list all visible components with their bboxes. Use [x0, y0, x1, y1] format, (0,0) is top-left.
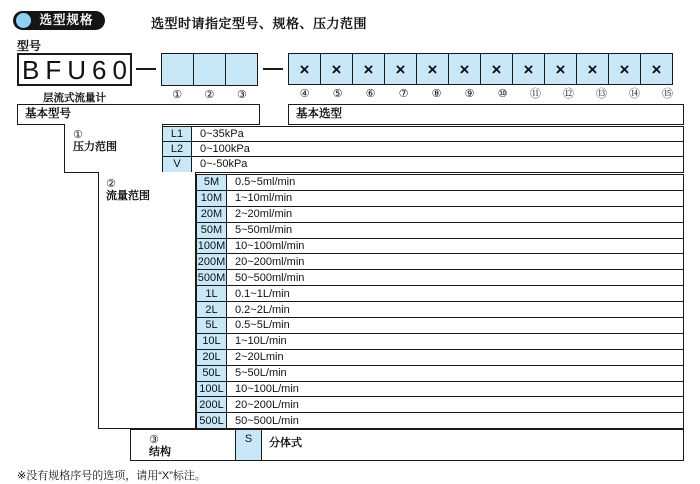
- option-row: [196, 396, 684, 413]
- circled-number-mark: ⑫: [563, 87, 574, 100]
- option-desc-cell: 20~200L/min: [226, 396, 684, 413]
- option-desc-cell: 0~-50kPa: [191, 156, 684, 172]
- option-code-cell: 50L: [196, 365, 227, 382]
- option-desc-cell: 2~20Lmin: [226, 349, 684, 366]
- option-code-box: [480, 53, 513, 85]
- option-desc-cell: 50~500ml/min: [226, 269, 684, 286]
- option-row: [162, 126, 684, 142]
- option-code-cell: 1L: [196, 285, 227, 302]
- option-row: [196, 333, 684, 350]
- option-row: [196, 253, 684, 270]
- option-code-box: [512, 53, 545, 85]
- option-code-cell: V: [162, 156, 192, 172]
- option-code-boxes: [288, 53, 684, 85]
- circled-number-mark: ⑭: [629, 87, 640, 100]
- model-base-caption: 层流式流量计: [43, 92, 106, 104]
- option-desc-cell: 0.1~1L/min: [226, 285, 684, 302]
- option-code-cell: 5L: [196, 317, 227, 334]
- option-desc-cell: 0.2~2L/min: [226, 301, 684, 318]
- option-desc-cell: 0~100kPa: [191, 141, 684, 157]
- circled-number-mark: ①: [172, 88, 183, 101]
- option-code-box: [352, 53, 385, 85]
- option-code-cell: 10L: [196, 333, 227, 350]
- option-desc-cell: 1~10ml/min: [226, 190, 684, 207]
- circled-number-mark: ④: [299, 87, 310, 100]
- x-mark-icon: ×: [555, 59, 566, 79]
- option-desc-cell: 0.5~5ml/min: [226, 174, 684, 191]
- option-code-cell: L1: [162, 126, 192, 142]
- footnote: ※没有规格序号的选项，请用“X”标注。: [17, 470, 206, 482]
- option-desc-cell: 20~200ml/min: [226, 253, 684, 270]
- option-desc-cell: 5~50L/min: [226, 365, 684, 382]
- option-row: [196, 238, 684, 255]
- x-mark-icon: ×: [523, 59, 534, 79]
- option-row: [196, 349, 684, 366]
- group-number: ③: [149, 433, 159, 446]
- option-code-box: [608, 53, 641, 85]
- circled-number-mark: ⑩: [497, 87, 508, 100]
- option-code-cell: 20L: [196, 349, 227, 366]
- option-desc-cell: 分体式: [269, 437, 302, 449]
- option-desc-cell: 2~20ml/min: [226, 206, 684, 223]
- option-code-cell: 100L: [196, 381, 227, 398]
- option-code-cell: 5M: [196, 174, 227, 191]
- section-badge-label: 选型规格: [39, 13, 94, 27]
- group-name: 结构: [149, 446, 171, 458]
- model-section-label: 型号: [17, 39, 42, 53]
- circled-number-mark: ③: [236, 88, 247, 101]
- group-structure-label-box: [131, 430, 235, 460]
- section-subtitle: 选型时请指定型号、规格、压力范围: [151, 16, 368, 31]
- spec-code-boxes: [161, 53, 258, 86]
- circled-number-mark: ⑪: [530, 87, 541, 100]
- option-code-cell: 500M: [196, 269, 227, 286]
- base-model-header: 基本型号: [17, 104, 260, 125]
- circled-number-mark: ⑤: [332, 87, 343, 100]
- option-code-box: [288, 53, 321, 85]
- option-row: [196, 269, 684, 286]
- option-row: [196, 381, 684, 398]
- group-name: 压力范围: [73, 141, 117, 153]
- circled-number-mark: ⑮: [662, 87, 673, 100]
- option-code-cell: 50M: [196, 222, 227, 239]
- option-code-cell: 20M: [196, 206, 227, 223]
- option-code-box: [640, 53, 673, 85]
- option-row: [196, 301, 684, 318]
- spec-code-box: [225, 53, 258, 86]
- option-code-cell: 500L: [196, 412, 227, 429]
- option-code-box: [576, 53, 609, 85]
- base-option-header: 基本选型: [288, 104, 684, 125]
- option-code-box: [416, 53, 449, 85]
- code-separator-dash: [136, 68, 156, 70]
- x-mark-icon: ×: [299, 59, 310, 79]
- option-code-box: [448, 53, 481, 85]
- option-code-cell: 10M: [196, 190, 227, 207]
- accent-circle-icon: [16, 13, 31, 28]
- option-row: [196, 317, 684, 334]
- option-code-box: [384, 53, 417, 85]
- flow-option-rows: [196, 174, 684, 429]
- option-row: [196, 222, 684, 239]
- option-row: [196, 206, 684, 223]
- x-mark-icon: ×: [427, 59, 438, 79]
- option-row: [196, 190, 684, 207]
- x-mark-icon: ×: [619, 59, 630, 79]
- option-row: [196, 412, 684, 429]
- option-position-marks: [288, 88, 684, 100]
- circled-number-mark: ②: [204, 88, 215, 101]
- option-row: [196, 285, 684, 302]
- model-base-code: BFU60: [22, 54, 133, 85]
- group-name: 流量范围: [106, 190, 150, 202]
- x-mark-icon: ×: [395, 59, 406, 79]
- option-code-box: [544, 53, 577, 85]
- code-separator-dash: [263, 68, 283, 70]
- option-desc-cell: 50~500L/min: [226, 412, 684, 429]
- spec-position-marks: [161, 89, 258, 101]
- option-row: [162, 141, 684, 157]
- group-flow-label-box: [98, 172, 196, 429]
- model-base-code-box: [17, 53, 132, 86]
- circled-number-mark: ⑨: [464, 87, 475, 100]
- circled-number-mark: ⑦: [398, 87, 409, 100]
- group-pressure-label-box: [64, 124, 163, 173]
- x-mark-icon: ×: [587, 59, 598, 79]
- option-desc-cell: 0~35kPa: [191, 126, 684, 142]
- option-code-cell: 2L: [196, 301, 227, 318]
- spec-code-box: [193, 53, 226, 86]
- option-desc-cell: 10~100L/min: [226, 381, 684, 398]
- spec-code-box: [161, 53, 194, 86]
- x-mark-icon: ×: [491, 59, 502, 79]
- circled-number-mark: ⑧: [431, 87, 442, 100]
- x-mark-icon: ×: [459, 59, 470, 79]
- pressure-option-rows: [162, 126, 684, 173]
- x-mark-icon: ×: [331, 59, 342, 79]
- option-code-cell: 200M: [196, 253, 227, 270]
- option-desc-cell: 1~10L/min: [226, 333, 684, 350]
- option-row: [196, 365, 684, 382]
- option-desc-cell: 10~100ml/min: [226, 238, 684, 255]
- option-code-cell: L2: [162, 141, 192, 157]
- section-badge: [13, 11, 105, 30]
- option-code-box: [320, 53, 353, 85]
- option-desc-cell: 5~50ml/min: [226, 222, 684, 239]
- option-code-cell: 200L: [196, 396, 227, 413]
- group-number: ②: [106, 177, 116, 190]
- circled-number-mark: ⑬: [596, 87, 607, 100]
- x-mark-icon: ×: [363, 59, 374, 79]
- circled-number-mark: ⑥: [365, 87, 376, 100]
- structure-row: [130, 429, 684, 461]
- x-mark-icon: ×: [651, 59, 662, 79]
- option-row: [196, 174, 684, 191]
- group-number: ①: [73, 128, 83, 141]
- option-code-cell: S: [235, 430, 262, 460]
- option-row: [162, 156, 684, 172]
- option-code-cell: 100M: [196, 238, 227, 255]
- option-desc-cell: 0.5~5L/min: [226, 317, 684, 334]
